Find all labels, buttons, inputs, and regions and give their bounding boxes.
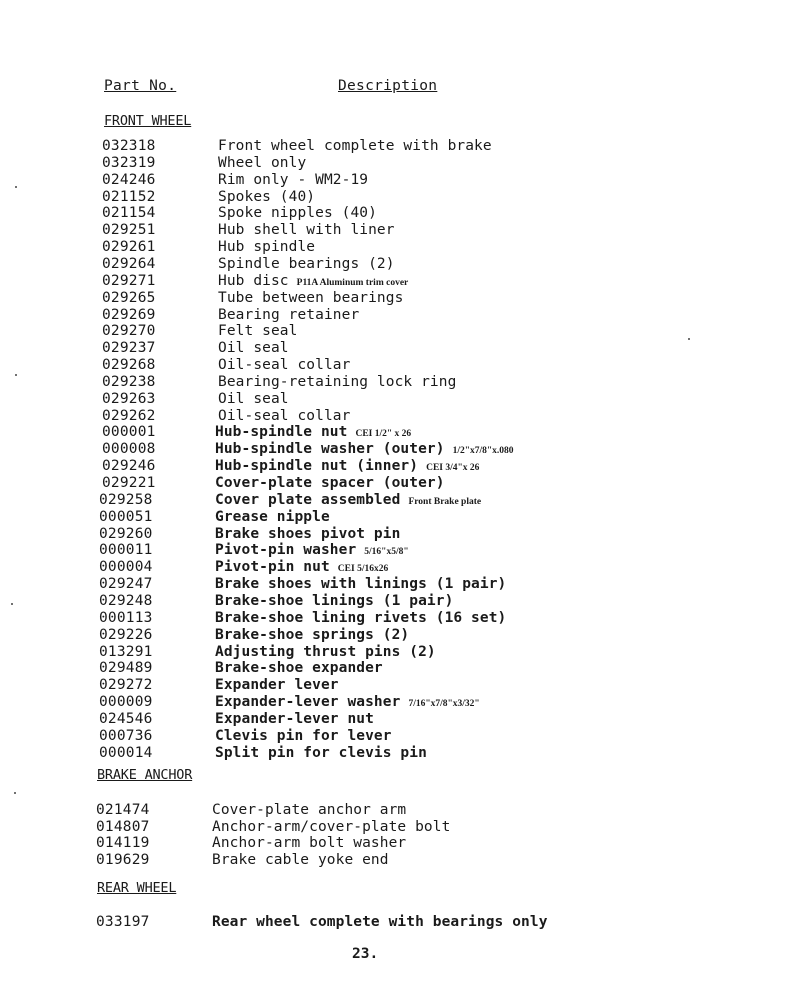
part-description-text: Hub-spindle nut (inner) [215, 458, 419, 475]
part-description-text: Oil-seal collar [218, 407, 351, 424]
section-title-front-wheel: FRONT WHEEL [104, 113, 192, 129]
part-description [218, 239, 315, 255]
part-description [215, 475, 445, 491]
part-description-text: Tube between bearings [218, 289, 404, 306]
part-row [0, 492, 760, 509]
part-description [215, 509, 330, 525]
scan-speck [15, 186, 17, 188]
part-description [212, 835, 406, 851]
part-row [0, 290, 760, 307]
part-row [0, 441, 760, 458]
part-description [218, 155, 306, 171]
part-number: 029247 [99, 576, 153, 593]
part-row [0, 694, 760, 711]
part-description [218, 357, 350, 373]
part-number: 029226 [99, 626, 153, 643]
handwritten-annotation: Front Brake plate [408, 496, 482, 507]
part-number: 000011 [99, 542, 153, 559]
part-description [218, 340, 289, 356]
part-description [218, 408, 350, 424]
part-number: 000004 [99, 559, 153, 576]
part-row [0, 644, 760, 661]
handwritten-annotation: 5/16"x5/8" [364, 547, 409, 558]
part-number: 021154 [102, 205, 156, 222]
part-description [218, 290, 403, 306]
part-number: 000113 [99, 609, 153, 626]
part-description-text: Cover plate assembled [215, 491, 401, 508]
part-description-text: Expander-lever nut [215, 710, 374, 727]
part-number: 029272 [99, 677, 153, 694]
part-row [0, 172, 760, 189]
part-description-text: Adjusting thrust pins (2) [215, 643, 436, 660]
part-number: 029265 [102, 289, 156, 306]
part-number: 024546 [99, 710, 153, 727]
part-description [218, 374, 456, 390]
part-description-text: Wheel only [218, 154, 307, 171]
part-description-text: Rim only - WM2-19 [218, 171, 369, 188]
part-description [215, 627, 409, 643]
part-description-text: Expander lever [215, 677, 339, 694]
part-description [215, 593, 453, 609]
part-description-text: Bearing retainer [218, 306, 360, 323]
part-row [0, 222, 760, 239]
part-description [215, 711, 374, 727]
part-row [0, 424, 760, 441]
part-description-text: Spindle bearings (2) [218, 255, 395, 272]
scan-speck [15, 374, 17, 376]
part-row [0, 205, 760, 222]
part-description-text: Pivot-pin washer [215, 542, 357, 559]
part-description [212, 852, 389, 868]
part-row [0, 475, 760, 492]
part-number: 000051 [99, 508, 153, 525]
handwritten-annotation: 1/2"x7/8"x.080 [452, 446, 514, 457]
part-description-text: Felt seal [218, 323, 298, 340]
part-number: 021474 [96, 802, 150, 818]
part-description-text: Hub-spindle washer (outer) [215, 441, 445, 458]
part-number: 000001 [102, 424, 156, 441]
part-description-text: Brake-shoe springs (2) [215, 626, 410, 643]
part-description [215, 492, 481, 508]
part-description-text: Hub-spindle nut [215, 424, 348, 441]
part-number: 029246 [102, 458, 156, 475]
part-row [0, 155, 760, 172]
part-number: 029221 [102, 475, 156, 491]
handwritten-annotation: P11A Aluminum trim cover [296, 277, 409, 288]
part-number: 029258 [99, 491, 153, 508]
part-row [0, 745, 760, 762]
part-description-text: Spokes (40) [218, 188, 316, 205]
part-row [0, 458, 760, 475]
part-row [0, 802, 760, 819]
part-number: 000736 [99, 727, 153, 744]
part-number: 032318 [102, 138, 156, 154]
part-description-text: Hub disc [218, 272, 289, 289]
part-description-text: Brake-shoe lining rivets (16 set) [215, 609, 507, 626]
part-row [0, 819, 760, 836]
part-description [218, 172, 368, 188]
part-number: 024246 [102, 171, 156, 188]
part-number: 000014 [99, 744, 153, 761]
part-number: 033197 [96, 914, 150, 930]
handwritten-annotation: CEI 1/2" x 26 [355, 429, 412, 440]
part-description-text: Brake-shoe expander [215, 660, 383, 677]
part-description [215, 728, 392, 744]
part-description [215, 441, 514, 457]
part-description [218, 323, 297, 339]
part-row [0, 627, 760, 644]
part-number: 029269 [102, 306, 156, 323]
scan-speck [14, 792, 16, 794]
part-row [0, 660, 760, 677]
part-description [212, 914, 548, 930]
part-row [0, 728, 760, 745]
part-description-text: Brake shoes with linings (1 pair) [215, 576, 507, 593]
part-description [215, 677, 339, 693]
part-number: 014807 [96, 818, 150, 835]
handwritten-annotation: 7/16"x7/8"x3/32" [408, 699, 480, 710]
part-row [0, 835, 760, 852]
part-description [218, 189, 315, 205]
column-header-description: Description [338, 78, 438, 94]
part-number: 029260 [99, 525, 153, 542]
part-row [0, 711, 760, 728]
part-row [0, 610, 760, 627]
part-number: 029261 [102, 239, 156, 256]
handwritten-annotation: CEI 3/4"x 26 [426, 463, 480, 474]
part-description-text: Split pin for clevis pin [215, 744, 427, 761]
part-number: 013291 [99, 643, 153, 660]
column-header-part-no: Part No. [104, 78, 177, 94]
section-title-brake-anchor: BRAKE ANCHOR [97, 767, 193, 783]
part-number: 029262 [102, 407, 156, 424]
part-description-text: Anchor-arm/cover-plate bolt [212, 818, 451, 835]
part-number: 000009 [99, 694, 153, 711]
part-description-text: Front wheel complete with brake [218, 138, 492, 154]
scan-speck [688, 338, 690, 340]
part-description-text: Cover-plate spacer (outer) [215, 475, 445, 491]
part-description-text: Grease nipple [215, 508, 330, 525]
part-description-text: Anchor-arm bolt washer [212, 835, 407, 852]
part-row [0, 273, 760, 290]
part-description [215, 542, 409, 558]
part-row [0, 391, 760, 408]
part-description-text: Clevis pin for lever [215, 727, 392, 744]
part-row [0, 374, 760, 391]
page-number: 23. [352, 946, 379, 962]
part-description-text: Oil seal [218, 340, 289, 357]
part-description [218, 273, 408, 289]
part-description [215, 660, 383, 676]
part-description [215, 694, 480, 710]
part-number: 029489 [99, 660, 153, 677]
part-row [0, 256, 760, 273]
part-description-text: Oil-seal collar [218, 357, 351, 374]
part-number: 029238 [102, 373, 156, 390]
part-number: 029271 [102, 272, 156, 289]
part-description-text: Oil seal [218, 390, 289, 407]
handwritten-annotation: CEI 5/16x26 [337, 564, 389, 575]
part-row [0, 559, 760, 576]
part-row [0, 138, 760, 155]
part-row [0, 340, 760, 357]
part-number: 019629 [96, 851, 150, 868]
section-title-rear-wheel: REAR WHEEL [97, 880, 177, 896]
scan-speck [11, 603, 13, 605]
part-row [0, 307, 760, 324]
part-description [215, 576, 506, 592]
part-row [0, 542, 760, 559]
part-description [212, 802, 406, 818]
part-row [0, 677, 760, 694]
part-description-text: Spoke nipples (40) [218, 205, 377, 222]
part-row [0, 526, 760, 543]
part-number: 029263 [102, 390, 156, 407]
part-number: 029268 [102, 357, 156, 374]
part-description-text: Brake cable yoke end [212, 851, 389, 868]
part-row [0, 593, 760, 610]
part-description [215, 644, 436, 660]
part-row [0, 323, 760, 340]
part-description [218, 391, 289, 407]
part-number: 021152 [102, 188, 156, 205]
part-description [218, 205, 377, 221]
part-description [218, 307, 359, 323]
part-number: 000008 [102, 441, 156, 458]
part-number: 029251 [102, 222, 156, 239]
part-number: 014119 [96, 835, 150, 852]
part-description [215, 610, 506, 626]
part-description [215, 559, 388, 575]
part-description-text: Hub shell with liner [218, 222, 395, 239]
part-row [0, 357, 760, 374]
part-description [212, 819, 450, 835]
part-description [215, 745, 427, 761]
part-number: 029264 [102, 255, 156, 272]
part-description-text: Rear wheel complete with bearings only [212, 914, 548, 930]
part-row [0, 189, 760, 206]
part-row [0, 914, 760, 931]
part-description [215, 458, 479, 474]
part-description [218, 138, 492, 154]
part-description [218, 222, 395, 238]
part-description [215, 526, 400, 542]
part-row [0, 239, 760, 256]
part-number: 029248 [99, 592, 153, 609]
part-row [0, 576, 760, 593]
part-description-text: Brake shoes pivot pin [215, 525, 401, 542]
part-description-text: Pivot-pin nut [215, 559, 330, 576]
part-description-text: Bearing-retaining lock ring [218, 373, 457, 390]
part-description-text: Brake-shoe linings (1 pair) [215, 592, 454, 609]
part-description-text: Hub spindle [218, 239, 316, 256]
part-description-text: Expander-lever washer [215, 694, 401, 711]
part-number: 029270 [102, 323, 156, 340]
part-description [215, 424, 411, 440]
part-row [0, 509, 760, 526]
part-description [218, 256, 395, 272]
part-row [0, 408, 760, 425]
part-number: 032319 [102, 154, 156, 171]
part-description-text: Cover-plate anchor arm [212, 802, 407, 818]
part-number: 029237 [102, 340, 156, 357]
part-row [0, 852, 760, 869]
